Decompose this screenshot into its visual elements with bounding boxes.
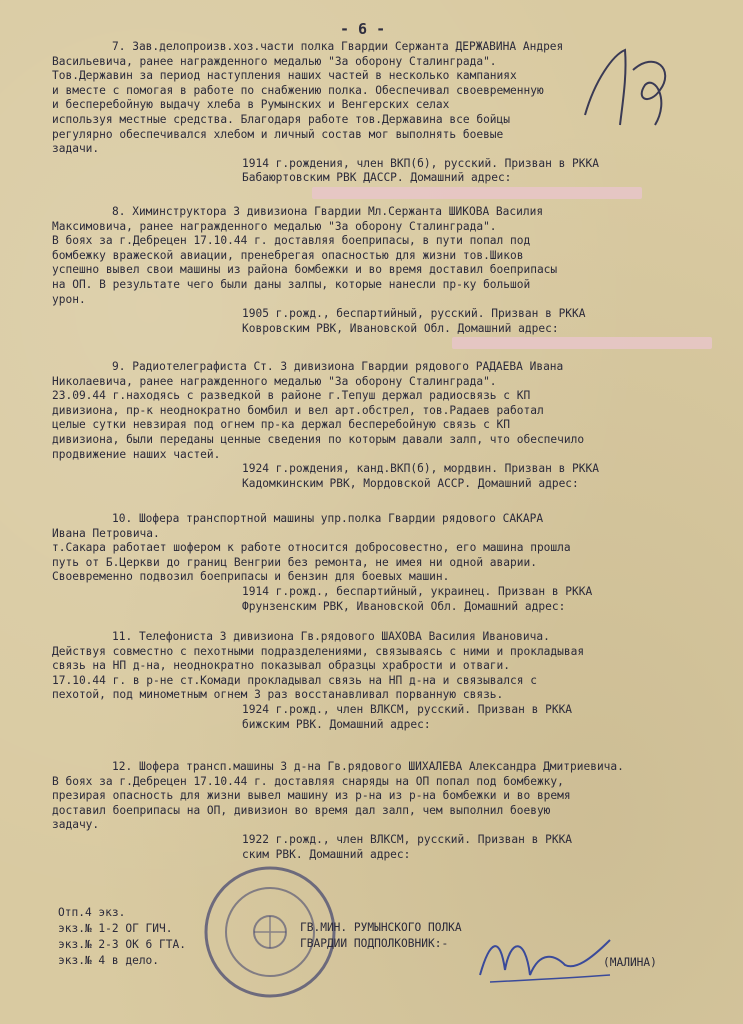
signer-name: (МАЛИНА) — [603, 956, 657, 969]
section-9-bio: 1924 г.рождения, канд.ВКП(б), мордвин. Призван в РККА Кадомкинским РВК, Мордовской АССР. Домашний адрес: — [242, 462, 599, 490]
section-9-text: 9. Радиотелеграфиста Ст. 3 дивизиона Гвардии рядового РАДАЕВА Ивана Николаевича, ранее награжденного медалью "За оборону Сталинграда". 23.09.44 г.находясь с разведкой в районе г.Тепуш держал радиосвязь с КП дивизиона, пр-к неоднократно бомбил и вел арт.обстрел, тов.Радаев работал целые сутки невзирая под огнем пр-ка держал бесперебойную связь с КП дивизиона, были переданы ценные сведения по которым давали залп, что обеспечило продвижение наших частей. — [52, 360, 585, 461]
section-7-text: 7. Зав.делопроизв.хоз.части полка Гвардии Сержанта ДЕРЖАВИНА Андрея Васильевича, ранее награжденного медалью "За оборону Сталинграда". Тов.Державин за период наступления наших частей в несколько кампаниях и вместе с помогая в работе по снабжению полка. Обеспечивал своевременную и бесперебойную выдачу хлеба в Румынских и Венгерских селах используя местные средства. Благодаря работе тов.Державина все бойцы регулярно обеспечивался хлебом и личный состав мог выполнять боевые задачи. — [52, 40, 564, 156]
distribution-line: экз.№ 4 в дело. — [58, 954, 160, 967]
section-11-bio: 1924 г.рожд., член ВЛКСМ, русский. Призван в РККА бижским РВК. Домашний адрес: — [242, 702, 573, 731]
section-12-text: 12. Шофера трансп.машины 3 д-на Гв.рядового ШИХАЛЕВА Александра Дмитриевича. В боях за г.Дебрецен 17.10.44 г. доставляя снаряды на ОП попал под бомбежку, презирая опасность для жизни вывел машину из р-на из р-на бомбежки и во время доставил боеприпасы на ОП, дивизион во время дал залп, чем выполнил боевую задачу. — [52, 760, 624, 832]
page-number: - 6 - — [340, 20, 386, 38]
section-11-text: 11. Телефониста 3 дивизиона Гв.рядового ШАХОВА Василия Ивановича. Действуя совместно с пехотными подразделениями, связываясь с ними и прокладывая связь на НП д-на, неоднократно показывал образцы храбрости и отваги. 17.10.44 г. в р-не ст.Комади прокладывал связь на НП д-на и связывался с пехотой, под минометным огнем 3 раз восстанавливал порванную связь. — [52, 630, 585, 702]
redaction-bar — [452, 337, 712, 349]
section-12-bio: 1922 г.рожд., член ВЛКСМ, русский. Призван в РККА ским РВК. Домашний адрес: — [242, 832, 573, 861]
section-9 — [52, 360, 722, 491]
section-8 — [52, 205, 722, 351]
distribution-line: Отп.4 экз. — [58, 906, 126, 919]
section-10 — [52, 512, 722, 614]
section-7 — [52, 40, 722, 201]
handwritten-signature — [470, 920, 620, 990]
signature-title — [300, 920, 462, 952]
section-8-text: 8. Химинструктора 3 дивизиона Гвардии Мл.Сержанта ШИКОВА Василия Максимовича, ранее награжденного медалью "За оборону Сталинграда". В боях за г.Дебрецен 17.10.44 г. доставляя боеприпасы, в пути попал под бомбежку вражеской авиации, пренебрегая опасностью для жизни тов.Шиков успешно вывел свои машины из района бомбежки и во время доставил боеприпасы на ОП. В результате чего были даны залпы, которые нанесли пр-ку большой урон. — [52, 205, 558, 306]
distribution-line: экз.№ 2-3 ОК 6 ГТА. — [58, 938, 186, 951]
section-11 — [52, 630, 722, 732]
section-7-bio: 1914 г.рождения, член ВКП(б), русский. Призван в РККА Бабаюртовским РВК ДАССР. Домашний адрес: — [242, 156, 599, 185]
signature-title-line: ГВ.МИН. РУМЫНСКОГО ПОЛКА — [300, 921, 462, 934]
section-10-text: 10. Шофера транспортной машины упр.полка Гвардии рядового САКАРА Ивана Петровича. т.Сакара работает шофером к работе относится добросовестно, его машина прошла путь от Б.Церкви до границ Венгрии без ремонта, не имея ни одной аварии. Своевременно подвозил боеприпасы и бензин для боевых машин. — [52, 512, 571, 584]
redaction-bar — [312, 187, 642, 199]
section-8-bio: 1905 г.рожд., беспартийный, русский. Призван в РККА Ковровским РВК, Ивановской Обл. Домашний адрес: — [242, 307, 586, 335]
signature-title-line: ГВАРДИИ ПОДПОЛКОВНИК:- — [300, 937, 449, 950]
section-12 — [52, 760, 722, 862]
section-10-bio: 1914 г.рожд., беспартийный, украинец. Призван в РККА Фрунзенским РВК, Ивановской Обл. Домашний адрес: — [242, 584, 593, 613]
distribution-line: экз.№ 1-2 ОГ ГИЧ. — [58, 922, 173, 935]
